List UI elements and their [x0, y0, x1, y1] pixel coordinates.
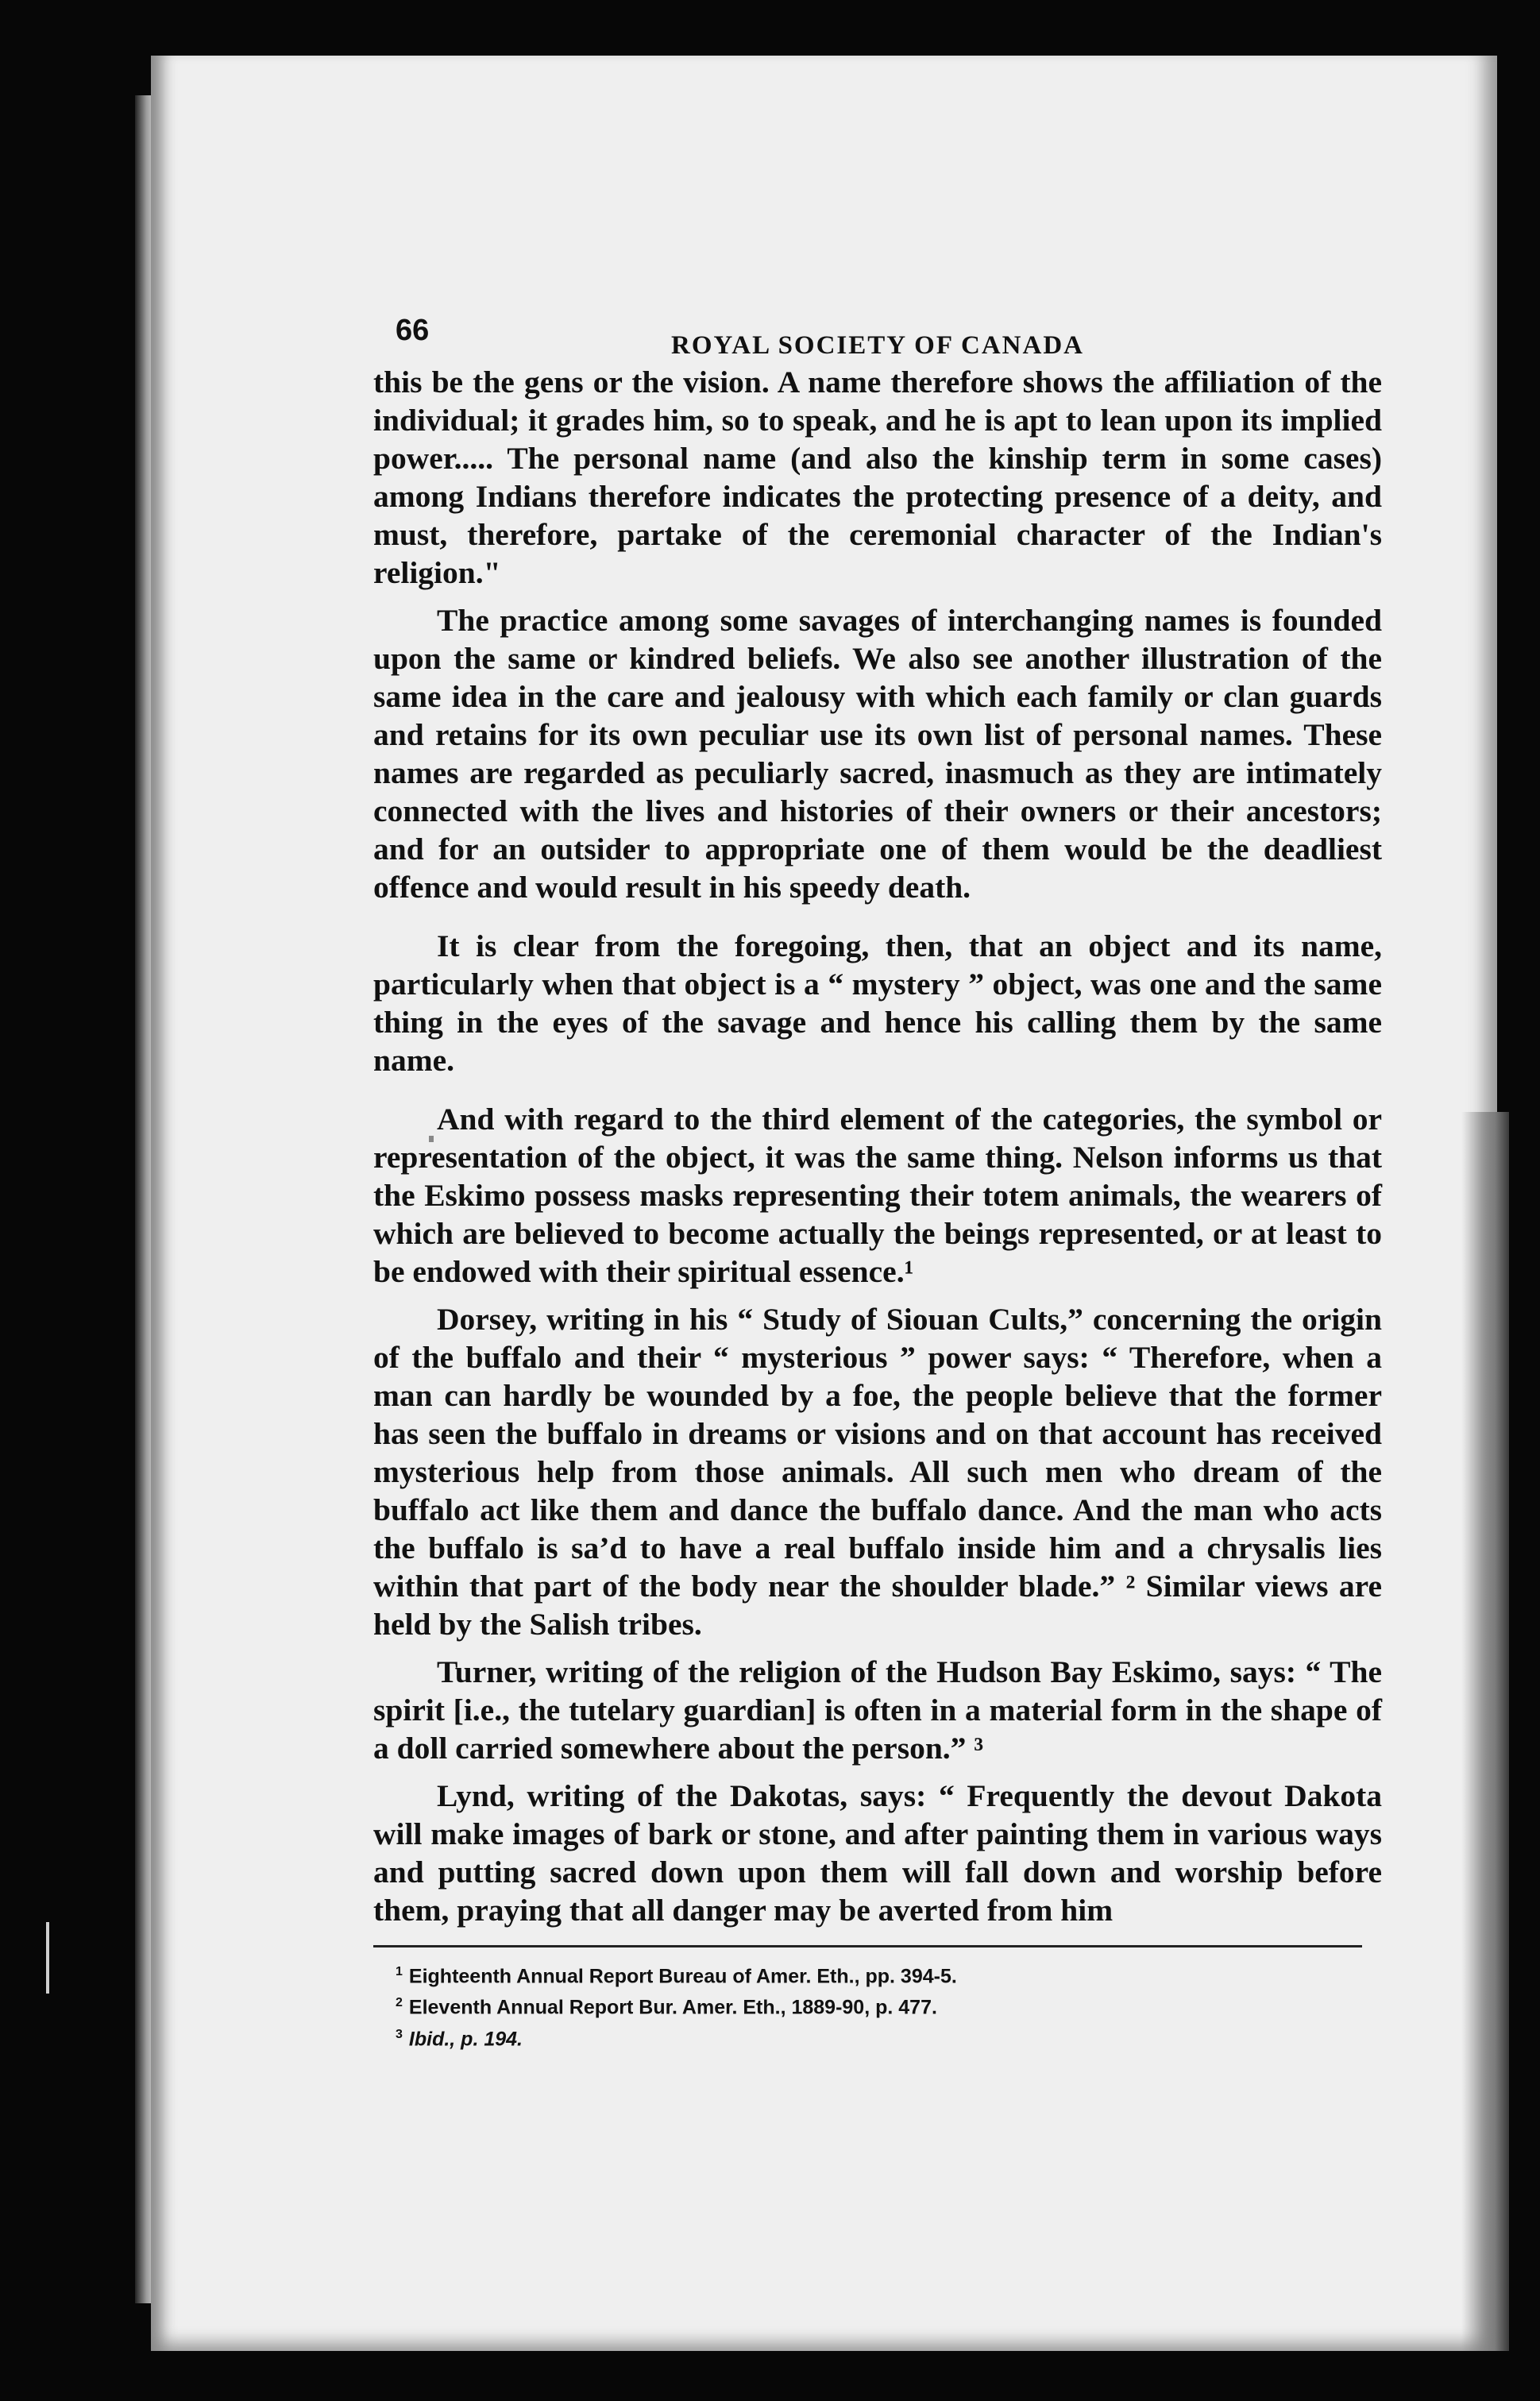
footnote-text: Ibid., p. 194. — [408, 2027, 523, 2050]
body-text — [373, 363, 1382, 1929]
scan-artifact — [46, 1922, 49, 1994]
paragraph: this be the gens or the vision. A name therefore shows the affiliation of the individual; it grades him, so to speak, and he is apt to lean upon its implied power..... The personal name (and also the kinship term in some cases) among Indians therefore indicates the protecting presence of a deity, and must, therefore, partake of the ceremonial character of the Indian's religion." — [373, 365, 1382, 590]
running-title: ROYAL SOCIETY OF CANADA — [671, 331, 1084, 360]
paragraph: Lynd, writing of the Dakotas, says: “ Frequently the devout Dakota will make images of bark or stone, and after painting them in various ways and putting sacred down upon them will fall down and worship before them, praying that all danger may be averted from him — [373, 1778, 1382, 1928]
page-edge-shadow — [1461, 1112, 1509, 2351]
footnote-mark: 2 — [396, 1996, 403, 2010]
page-number: 66 — [396, 314, 430, 347]
running-head — [373, 314, 1382, 363]
paragraph: It is clear from the foregoing, then, that an object and its name, particularly when that object is a “ mystery ” object, was one and the same thing in the eyes of the savage and hence his calling them by the same name. — [373, 928, 1382, 1078]
footnote-rule — [373, 1945, 1362, 1947]
footnote — [373, 1990, 1382, 2021]
paragraph: Dorsey, writing in his “ Study of Siouan Cults,” concerning the origin of the buffalo and their “ mysterious ” power says: “ Therefore, when a man can hardly be wounded by a foe, the people believe that the former has seen the buffalo in dreams or visions and on that account has received mysterious help from those animals. All such men who dream of the buffalo act like them and dance the buffalo dance. And the man who acts the buffalo is sa’d to have a real buffalo inside him and a chrysalis lies within that part of the body near the shoulder blade.” ² Similar views are held by the Salish tribes. — [373, 1302, 1382, 1642]
footnote-mark: 3 — [396, 2027, 403, 2041]
paragraph: Turner, writing of the religion of the Hudson Bay Eskimo, says: “ The spirit [i.e., the tutelary guardian] is often in a material form in the shape of a doll carried somewhere about the person.” ³ — [373, 1654, 1382, 1766]
paragraph: The practice among some savages of interchanging names is founded upon the same or kindred beliefs. We also see another illustration of the same idea in the care and jealousy with which each family or clan guards and retains for its own peculiar use its own list of personal names. These names are regarded as peculiarly sacred, inasmuch as they are intimately connected with the lives and histories of their owners or their ancestors; and for an outsider to appropriate one of them would be the deadliest offence and would result in his speedy death. — [373, 603, 1382, 905]
page-content — [373, 314, 1382, 2052]
footnote-text: Eighteenth Annual Report Bureau of Amer. Eth., pp. 394-5. — [408, 1965, 957, 1988]
footnote-text: Eleventh Annual Report Bur. Amer. Eth., 1889-90, p. 477. — [408, 1996, 937, 2019]
footnote — [373, 2021, 1382, 2052]
footnote-mark: 1 — [396, 1965, 403, 1978]
footnotes — [373, 1959, 1382, 2052]
footnote — [373, 1959, 1382, 1990]
paragraph: And with regard to the third element of the categories, the symbol or representation of the object, it was the same thing. Nelson informs us that the Eskimo possess masks representing their totem animals, the wearers of which are believed to become actually the beings represented, or at least to be endowed with their spiritual essence.¹ — [373, 1102, 1382, 1289]
